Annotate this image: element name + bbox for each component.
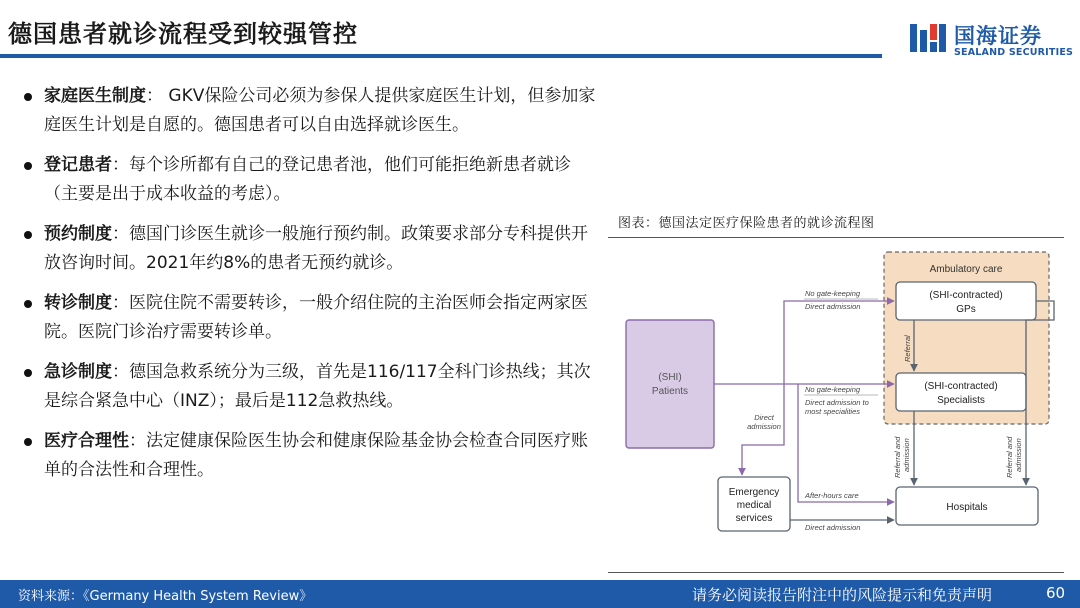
hospitals-label: Hospitals (946, 502, 988, 513)
bullet-separator: ： (146, 86, 163, 106)
specialists-label-line1: (SHI-contracted) (924, 381, 998, 392)
logo-chinese-name: 国海证券 (954, 24, 1042, 48)
edge-label-direct-ems-2: admission (747, 422, 781, 431)
footer-disclaimer: 请务必阅读报告附注中的风险提示和免责声明 (692, 586, 993, 604)
bullet-appointment (24, 220, 599, 278)
bullet-registered-patients (24, 151, 599, 209)
bullet-text: 每个诊所都有自己的登记患者池，他们可能拒绝新患者就诊（主要是出于成本收益的考虑）。 (44, 155, 571, 204)
patients-node (626, 320, 714, 448)
bullet-dot-icon (24, 231, 32, 239)
patient-pathway-diagram (608, 240, 1064, 570)
bullet-dot-icon (24, 93, 32, 101)
bullet-separator: ： (112, 293, 129, 313)
bullet-separator: ： (129, 431, 146, 451)
bullet-family-doctor (24, 82, 599, 140)
patients-label-line1: (SHI) (658, 372, 682, 383)
bullet-term: 家庭医生制度 (44, 86, 146, 106)
edge-label-referral-admission-1b: admission (902, 438, 911, 472)
edge-label-no-gatekeeping-1: No gate-keeping (805, 289, 861, 298)
bullet-emergency (24, 358, 599, 416)
logo-english-name: SEALAND SECURITIES (954, 47, 1074, 58)
edge-label-after-hours: After-hours care (805, 491, 859, 500)
bullet-text: GKV保险公司必须为参保人提供家庭医生计划，但参加家庭医生计划是自愿的。德国患者可以自由选择就诊医生。 (44, 86, 596, 135)
edge-label-direct-admission-hosp: Direct admission (805, 523, 861, 532)
bullet-medical-rationality (24, 427, 599, 485)
bullet-dot-icon (24, 438, 32, 446)
gps-label-line2: GPs (956, 304, 976, 315)
edge-label-referral-admission-2b: admission (1014, 438, 1023, 472)
policy-bullet-list (24, 82, 599, 496)
bullet-dot-icon (24, 369, 32, 377)
bullet-referral (24, 289, 599, 347)
ems-label-line1: Emergency (728, 487, 780, 498)
edge-label-direct-admission-specialties-1: Direct admission to (805, 398, 869, 407)
bullet-dot-icon (24, 300, 32, 308)
figure-caption: 图表：德国法定医疗保险患者的就诊流程图 (618, 216, 875, 231)
footer-source: 资料来源：《Germany Health System Review》 (18, 589, 313, 604)
edge-label-referral: Referral (903, 335, 912, 362)
bullet-separator: ： (112, 362, 129, 382)
bullet-separator: ： (112, 155, 129, 175)
bullet-term: 登记患者 (44, 155, 112, 175)
gps-label-line1: (SHI-contracted) (929, 290, 1003, 301)
edge-label-direct-admission-1: Direct admission (805, 302, 861, 311)
patients-label-line2: Patients (651, 386, 689, 397)
edge-label-direct-admission-specialties-2: most specialities (805, 407, 861, 416)
bullet-text: 德国急救系统分为三级，首先是116/117全科门诊热线；其次是综合紧急中心（INZ）；最后是112急救热线。 (44, 362, 591, 411)
bullet-dot-icon (24, 162, 32, 170)
figure-top-rule (608, 237, 1064, 238)
title-underline (0, 54, 882, 58)
specialists-label-line2: Specialists (937, 395, 985, 406)
figure-bottom-rule (608, 572, 1064, 573)
bullet-term: 急诊制度 (44, 362, 112, 382)
bullet-term: 医疗合理性 (44, 431, 129, 451)
bullet-term: 预约制度 (44, 224, 112, 244)
page-number: 60 (1046, 584, 1066, 602)
edge-patients-to-gps (714, 301, 894, 384)
edge-label-direct-ems-1: Direct (754, 413, 774, 422)
bullet-text: 医院住院不需要转诊，一般介绍住院的主治医师会指定两家医院。医院门诊治疗需要转诊单。 (44, 293, 588, 342)
bullet-text: 法定健康保险医生协会和健康保险基金协会检查合同医疗账单的合法性和合理性。 (44, 431, 588, 480)
bullet-text: 德国门诊医生就诊一般施行预约制。政策要求部分专科提供开放咨询时间。2021年约8%的患者无预约就诊。 (44, 224, 588, 273)
diagram-canvas (608, 240, 1064, 570)
company-logo (908, 18, 1074, 62)
footer-bar (0, 580, 1080, 608)
page-title: 德国患者就诊流程受到较强管控 (8, 20, 358, 48)
sealand-logo-icon (908, 20, 948, 56)
ems-label-line2: medical (736, 500, 772, 511)
bullet-separator: ： (112, 224, 129, 244)
edge-label-referral-admission-1a: Referral and (893, 436, 902, 478)
bullet-term: 转诊制度 (44, 293, 112, 313)
ambulatory-care-label: Ambulatory care (929, 264, 1003, 275)
ems-label-line3: services (735, 513, 773, 524)
edge-label-referral-admission-2a: Referral and (1005, 436, 1014, 478)
edge-label-no-gatekeeping-2: No gate-keeping (805, 385, 861, 394)
